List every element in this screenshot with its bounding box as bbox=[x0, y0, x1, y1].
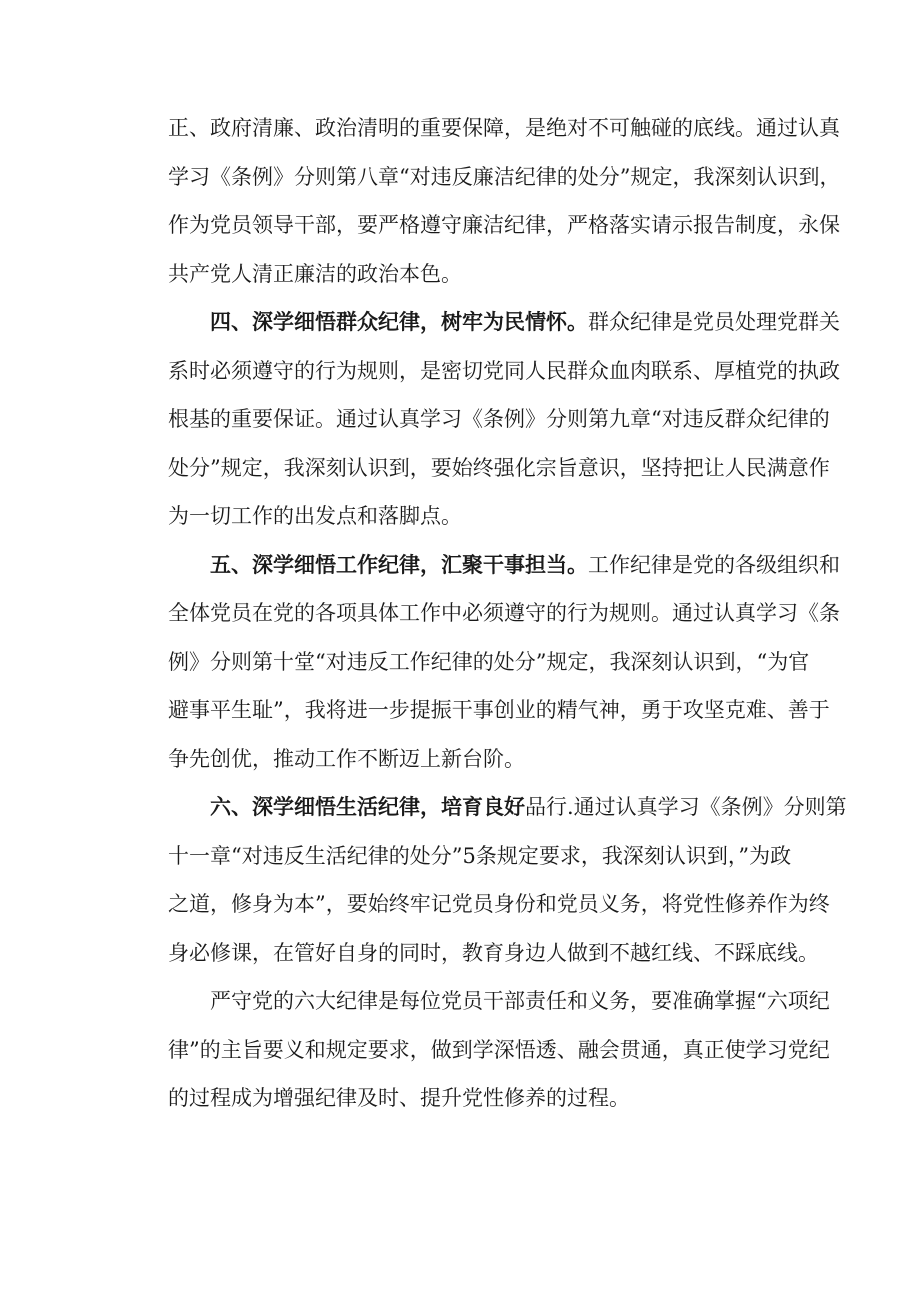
text-line-first bbox=[168, 298, 840, 347]
text-line: 为一切工作的出发点和落脚点。 bbox=[168, 504, 462, 528]
text-line: 处分”规定，我深刻认识到，要始终强化宗旨意识，坚持把让人民满意作 bbox=[168, 455, 830, 480]
text-line: 根基的重要保证。通过认真学习《条例》分则第九章“对违反群众纪律的 bbox=[168, 407, 830, 431]
paragraph-life-discipline bbox=[168, 783, 847, 977]
text-line: 十一章“对违反生活纪律的处分”5条规定要求，我深刻认识到，”为政 bbox=[168, 843, 792, 868]
paragraph-mass-discipline bbox=[168, 298, 840, 541]
section-heading-6: 六、深学细悟生活纪律，培育良好 bbox=[210, 795, 525, 819]
text-line-first bbox=[168, 783, 847, 832]
text-run: 工作纪律是党的各级组织和 bbox=[588, 552, 840, 577]
text-line: 系时必须遵守的行为规则，是密切党同人民群众血肉联系、厚植党的执政 bbox=[168, 358, 840, 383]
text-line: 作为党员领导干部，要严格遵守廉洁纪律，严格落实请示报告制度，永保 bbox=[168, 213, 840, 237]
text-line: 正、政府清廉、政治清明的重要保障，是绝对不可触碰的底线。通过认真 bbox=[168, 116, 840, 140]
text-run: 群众纪律是党员处理党群关 bbox=[588, 310, 840, 334]
text-line: 例》分则第十堂“对违反工作纪律的处分”规定，我深刻认识到，“为官 bbox=[168, 649, 810, 674]
text-line: 的过程成为增强纪律及时、提升党性修养的过程。 bbox=[168, 1086, 630, 1110]
text-line: 争先创优，推动工作不断迈上新台阶。 bbox=[168, 746, 525, 771]
paragraph-work-discipline bbox=[168, 541, 840, 784]
text-line: 避事平生耻”，我将进一步提振干事创业的精气神，勇于攻坚克难、善于 bbox=[168, 698, 830, 722]
text-line: 身必修课，在管好自身的同时，教育身边人做到不越红线、不踩底线。 bbox=[168, 940, 819, 965]
text-line: 律”的主旨要义和规定要求，做到学深悟透、融会贯通，真正使学习党纪 bbox=[168, 1037, 830, 1062]
text-line-first: 严守党的六大纪律是每位党员干部责任和义务，要准确掌握“六项纪 bbox=[210, 989, 830, 1013]
paragraph-conclusion bbox=[168, 977, 830, 1123]
text-line: 共产党人清正廉洁的政治本色。 bbox=[168, 261, 462, 286]
text-line: 学习《条例》分则第八章“对违反廉洁纪律的处分”规定，我深刻认识到， bbox=[168, 164, 841, 189]
section-heading-5: 五、深学细悟工作纪律，汇聚干事担当。 bbox=[210, 552, 588, 577]
text-line: 全体党员在党的各项具体工作中必须遵守的行为规则。通过认真学习《条 bbox=[168, 601, 840, 625]
text-run: 品行.通过认真学习《条例》分则第 bbox=[525, 795, 847, 819]
paragraph-continuation bbox=[168, 104, 841, 298]
text-line-first bbox=[168, 541, 840, 590]
text-line: 之道，修身为本”，要始终牢记党员身份和党员义务，将党性修养作为终 bbox=[168, 892, 830, 916]
section-heading-4: 四、深学细悟群众纪律，树牢为民情怀。 bbox=[210, 310, 588, 334]
